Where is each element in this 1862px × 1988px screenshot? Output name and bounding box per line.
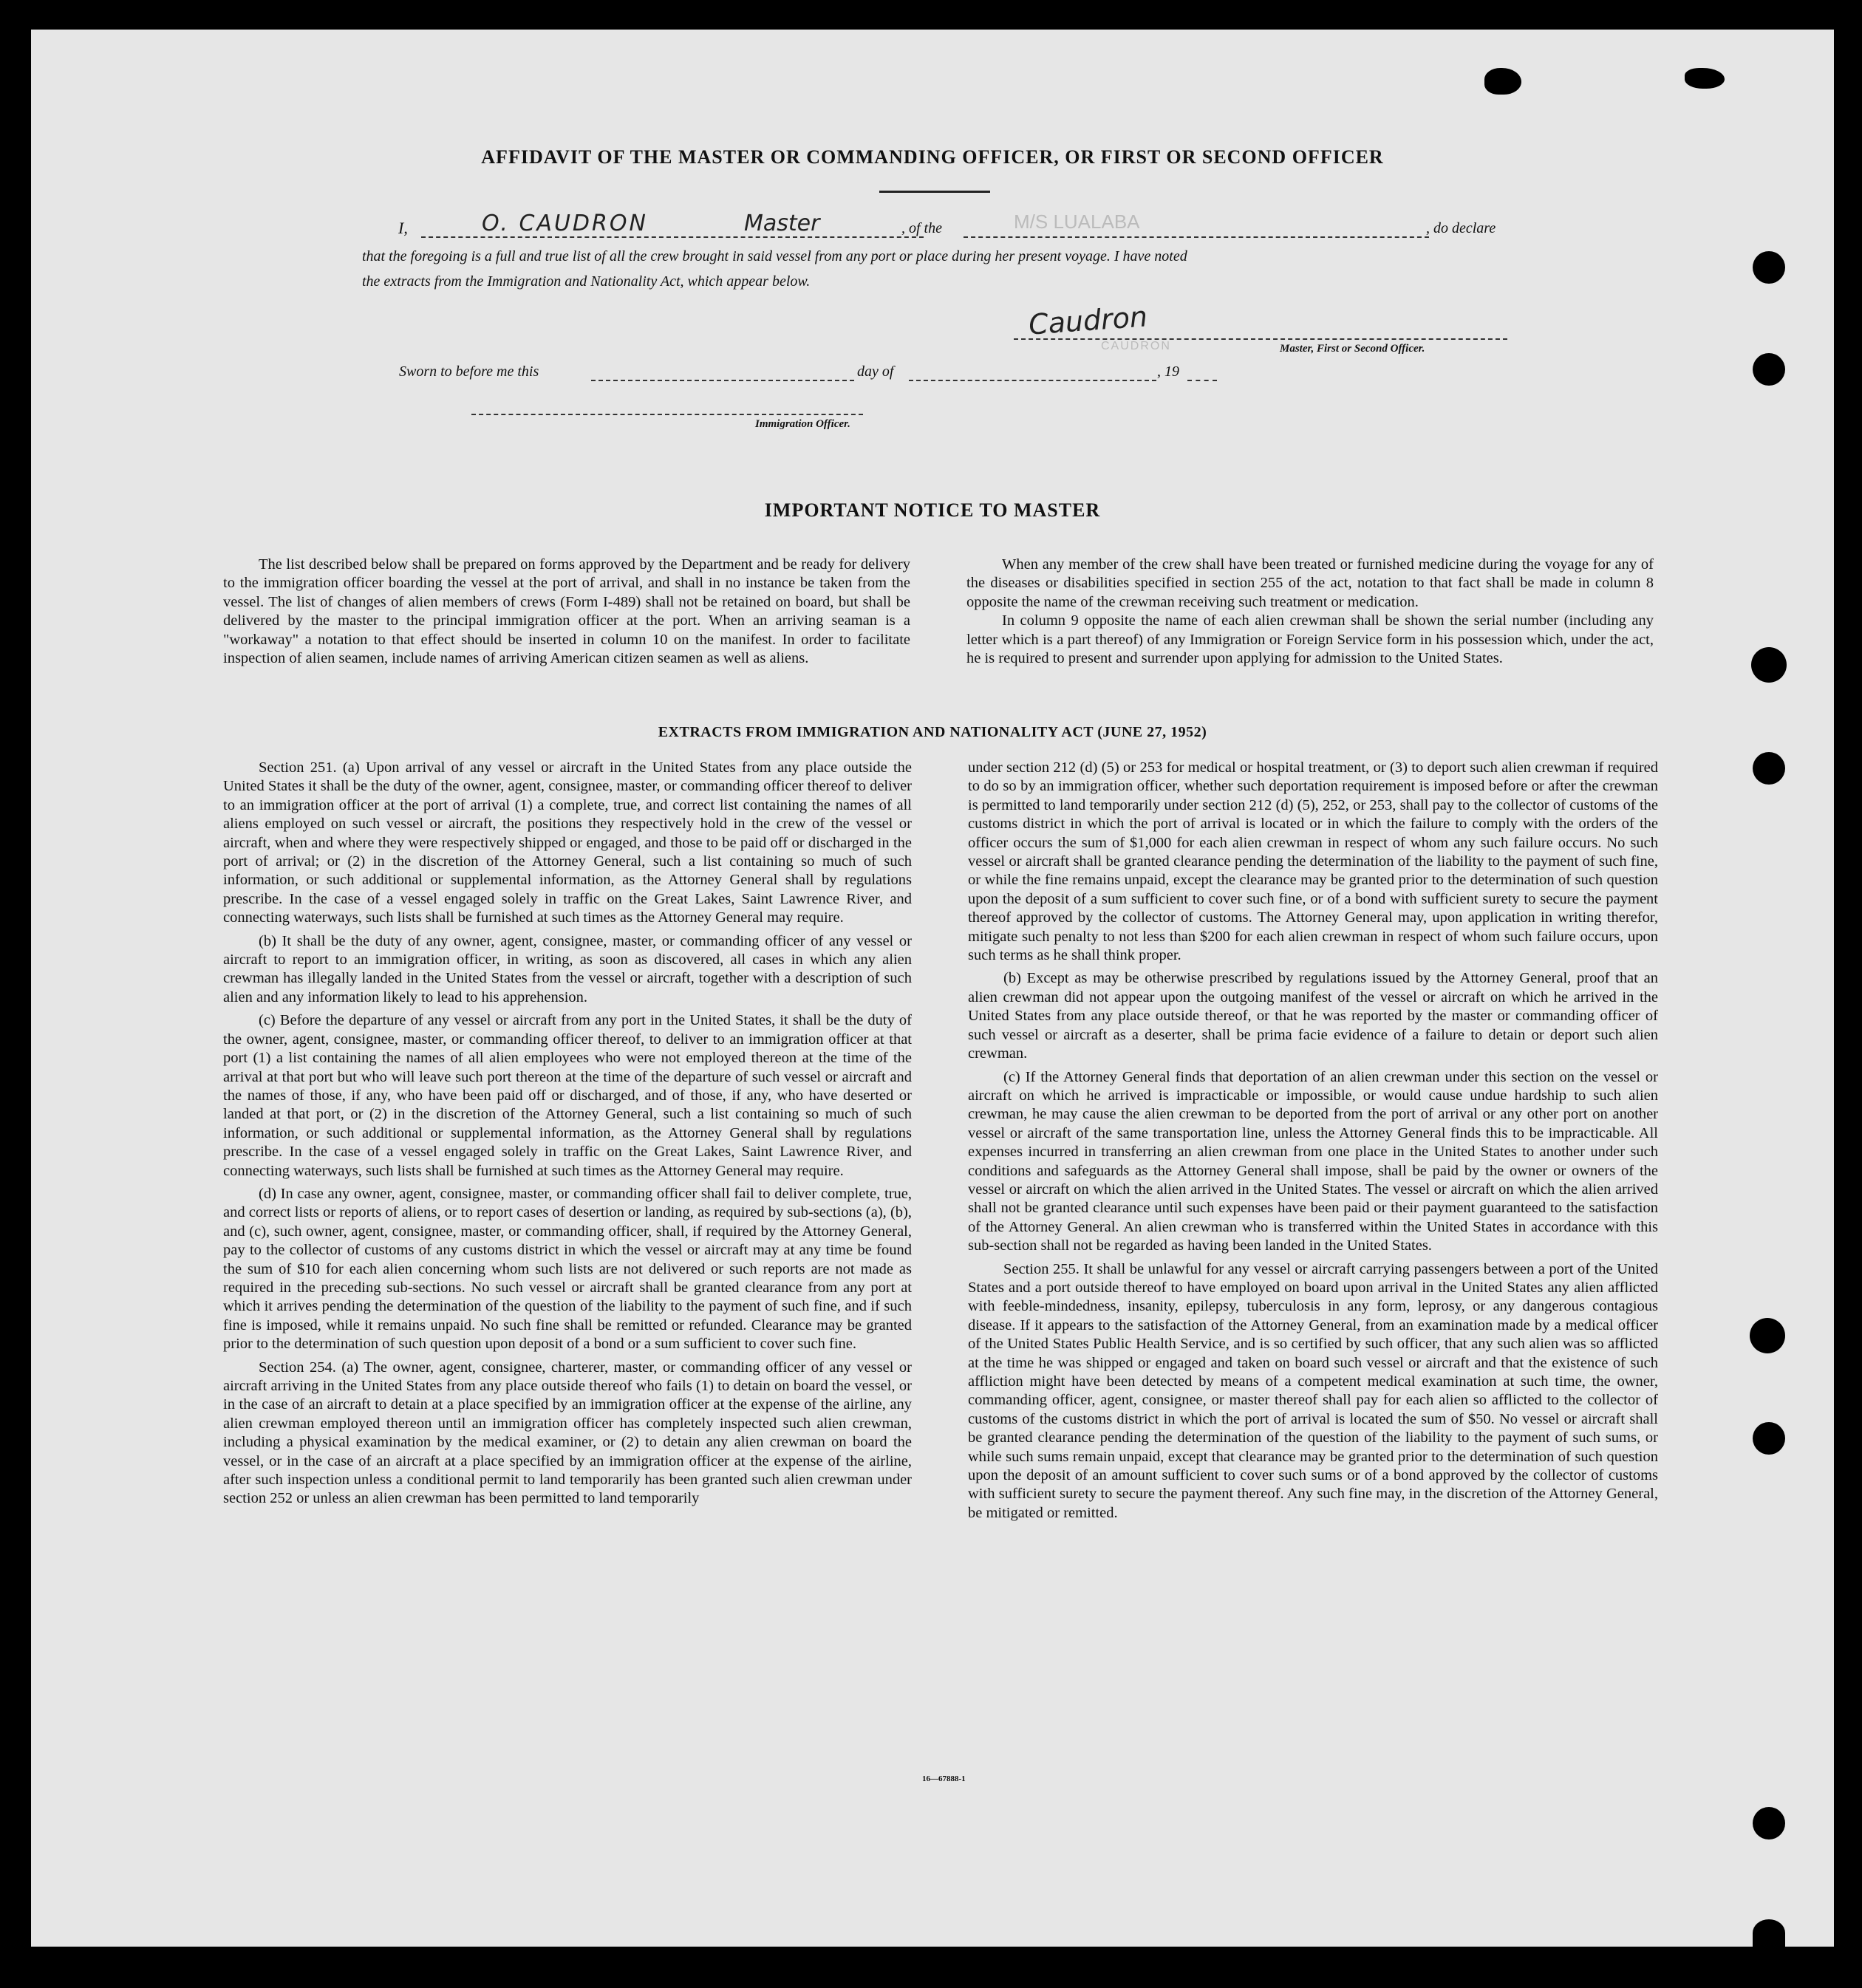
title-rule — [879, 191, 990, 193]
extracts-right-column — [968, 759, 1658, 1527]
notice-title: IMPORTANT NOTICE TO MASTER — [764, 499, 1101, 521]
rank-value: Master — [744, 211, 820, 236]
punch-hole — [1751, 647, 1787, 683]
notice-left-column — [223, 556, 910, 672]
notice-right-paragraph-2: In column 9 opposite the name of each alien crewman shall be shown the serial number (including any letter which is a part thereof) of any Immigration or Foreign Service form in his possession which, under the act, he is required to present and surrender upon applying for admission to the United States. — [966, 612, 1654, 667]
punch-hole — [1753, 1807, 1785, 1840]
form-code: 16—67888-1 — [922, 1774, 966, 1783]
punch-hole — [1753, 353, 1785, 386]
vessel-value: M/S LUALABA — [1014, 211, 1140, 233]
name-line — [421, 236, 924, 238]
notice-right-paragraph-1: When any member of the crew shall have been treated or furnished medicine during the voyage for any of the diseases or disabilities specified in section 255 of the act, notation to that fact shall be made in column 8 opposite the name of the crewman receiving such treatment or medication. — [966, 556, 1654, 610]
do-declare-label: , do declare — [1426, 220, 1496, 236]
declaration-line-1: that the foregoing is a full and true list of all the crew brought in said vessel from any port or place during her present voyage. I have noted — [362, 248, 1187, 264]
master-signature: Caudron — [1027, 300, 1149, 341]
section-254-b: (b) Except as may be otherwise prescribed by regulations issued by the Attorney General, proof that an alien crewman did not appear upon the outgoing manifest of the vessel or aircraft on which he arrived in the United States from any place outside thereof, or that he was reported by the master or commanding officer of such vessel or aircraft as a deserter, shall be prima facie evidence of a failure to detain or deport such alien crewman. — [968, 970, 1658, 1062]
officer-caption: Immigration Officer. — [755, 418, 850, 430]
i-label: I, — [398, 219, 408, 237]
section-251-b: (b) It shall be the duty of any owner, agent, consignee, master, or commanding officer of any vessel or aircraft to report to an immigration officer, in writing, as soon as discovered, all cases in which any alien crewman has illegally landed in the United States from the vessel or aircraft, together with a description of such alien and any information likely to lead to his apprehension. — [223, 932, 912, 1005]
section-251-c: (c) Before the departure of any vessel or aircraft from any port in the United States, it shall be the duty of the owner, agent, consignee, master, or commanding officer thereof, to deliver to an immigration officer at that port (1) a list containing the names of all alien employees who were not employed thereon at the time of the arrival at that port but who will leave such port thereon at the time of the departure of such vessel or aircraft and the names of those, if any, who have been paid off or discharged, and of those, if any, who have deserted or landed at that port, or (2) in the discretion of the Attorney General, such a list containing so much of such information, or such additional or supplemental information, as the Attorney General shall by regulations prescribe. In the case of a vessel engaged solely in traffic on the Great Lakes, Saint Lawrence River, and connecting waterways, such lists shall be furnished at such times as the Attorney General may require. — [223, 1012, 912, 1179]
form-page — [31, 30, 1834, 1947]
notice-right-column — [966, 556, 1654, 672]
sworn-label: Sworn to before me this — [399, 363, 539, 380]
signature-line — [1014, 338, 1507, 340]
punch-hole — [1753, 1919, 1785, 1947]
section-255: Section 255. It shall be unlawful for any vessel or aircraft carrying passengers between a port of the United States and a port outside thereof to have employed on board upon arrival in the United States any alien afflicted with feeble-mindedness, insanity, epilepsy, tuberculosis in any form, leprosy, or any dangerous contagious disease. If it appears to the satisfaction of the Attorney General, from an examination made by a medical officer of the United States Public Health Service, and is so certified by such officer, that any such alien was so afflicted at the time he was shipped or engaged and taken on board such vessel or aircraft and that the existence of such affliction might have been detected by means of a competent medical examination at such time, the owner, commanding officer, agent, consignee, or master thereof shall pay for each alien so afflicted to the collector of customs of the customs district in which the port of arrival is located the sum of $50. No vessel or aircraft shall be granted clearance pending the determination of the question of the liability to the payment of such sums, or while such sums remain unpaid, except that clearance may be granted prior to the determination of such question upon the deposit of an amount sufficient to cover such sums or of a bond approved by the collector of customs with sufficient surety to secure the payment thereof. Any such fine may, in the discretion of the Attorney General, be mitigated or remitted. — [968, 1260, 1658, 1521]
punch-hole — [1753, 1422, 1785, 1455]
section-251-a: Section 251. (a) Upon arrival of any vessel or aircraft in the United States from any place outside the United States it shall be the duty of the owner, agent, consignee, master, or commanding officer thereof to deliver to an immigration officer at the port of arrival (1) a complete, true, and correct list containing the names of all aliens employed on such vessel or aircraft, the positions they respectively hold in the crew of the vessel or aircraft, when and where they were respectively shipped or engaged, and those to be paid off or discharged in the port of arrival; or (2) in the discretion of the Attorney General, such a list containing so much of such information, or such additional or supplemental information, as the Attorney General shall by regulations prescribe. In the case of a vessel engaged solely in traffic on the Great Lakes, Saint Lawrence River, and connecting waterways, such lists shall be furnished at such times as the Attorney General may require. — [223, 759, 912, 926]
officer-signature-line — [471, 414, 863, 415]
affidavit-title: AFFIDAVIT OF THE MASTER OR COMMANDING OFFICER, OR FIRST OR SECOND OFFICER — [481, 146, 1384, 168]
section-254-a: Section 254. (a) The owner, agent, consignee, charterer, master, or commanding officer of any vessel or aircraft arriving in the United States from any place outside thereof who fails (1) to detain on board the vessel, or in the case of an aircraft to detain at a place specified by an immigration officer at the expense of the airline, any alien crewman employed thereon until an immigration officer has completely inspected such alien crewman, including a physical examination by the medical examiner, or (2) to detain any alien crewman on board the vessel, or in the case of an aircraft at a place specified by an immigration officer at the expense of the airline, after such inspection unless a conditional permit to land temporarily has been granted such alien crewman under section 252 or unless an alien crewman has been permitted to land temporarily — [223, 1359, 912, 1507]
extracts-title: EXTRACTS FROM IMMIGRATION AND NATIONALITY ACT (JUNE 27, 1952) — [658, 724, 1207, 740]
signature-caption: Master, First or Second Officer. — [1280, 343, 1425, 355]
sworn-date-line — [591, 380, 854, 381]
year-line — [1187, 380, 1217, 381]
year-label: , 19 — [1157, 363, 1179, 380]
section-254-a-continued: under section 212 (d) (5) or 253 for medical or hospital treatment, or (3) to deport such alien crewman if required to do so by an immigration officer, whether such deportation requirement is imposed before or after the crewman is permitted to land temporarily under section 212 (d) (5), 252, or 253, shall pay to the collector of customs of the customs district in which the port of arrival is located or in which the failure to comply with the orders of the officer occurs the sum of $1,000 for each alien crewman in respect of whom any such failure occurs. No such vessel or aircraft shall be granted clearance pending the determination of the liability to the payment of such fine, or while the fine remains unpaid, except the clearance may be granted prior to the determination of such question upon the deposit of a sum sufficient to cover such fine, or of a bond with sufficient surety to secure the payment thereof approved by the collector of customs. The Attorney General may, upon application in writing therefor, mitigate such penalty to not less than $200 for each alien crewman in respect of whom such failure occurs, upon such terms as he shall think proper. — [968, 759, 1658, 964]
section-254-c: (c) If the Attorney General finds that deportation of an alien crewman under this section on the vessel or aircraft on which he arrived is impracticable or impossible, or would cause undue hardship to such alien crewman, he may cause the alien crewman to be deported from the port of arrival or any other port on another vessel or aircraft of the same transportation line, unless the Attorney General finds this to be impracticable. All expenses incurred in transferring an alien crewman from one place in the United States to another under such conditions and safeguards as the Attorney General shall impose, shall be paid by the owner or owners of the vessel or aircraft on which the alien arrived in the United States. The vessel or aircraft on which the alien arrived shall not be granted clearance until such expenses have been paid or their payment guaranteed to the satisfaction of the Attorney General. An alien crewman who is transferred within the United States in accordance with this sub-section shall not be regarded as having been landed in the United States. — [968, 1068, 1658, 1254]
signature-stamp: CAUDRON — [1101, 340, 1171, 352]
punch-hole — [1750, 1318, 1785, 1353]
punch-hole — [1753, 752, 1785, 785]
day-of-label: day of — [857, 363, 894, 380]
extracts-left-column — [223, 759, 912, 1513]
declaration-line-2: the extracts from the Immigration and Nationality Act, which appear below. — [362, 273, 811, 290]
vessel-line — [964, 236, 1429, 238]
name-value: O. CAUDRON — [482, 211, 648, 236]
ink-blot-right — [1685, 68, 1725, 89]
of-the-label: , of the — [901, 220, 942, 236]
punch-hole — [1753, 251, 1785, 284]
sworn-month-line — [909, 380, 1156, 381]
notice-left-paragraph: The list described below shall be prepared on forms approved by the Department and be ready for delivery to the immigration officer boarding the vessel at the port of arrival, and shall in no instance be taken from the vessel. The list of changes of alien members of crews (Form I-489) shall not be retained on board, but shall be delivered by the master to the principal immigration officer at the port. When an arriving seaman is a "workaway" a notation to that effect should be inserted in column 10 on the manifest. In order to facilitate inspection of alien seamen, include names of arriving American citizen seamen as well as aliens. — [223, 556, 910, 667]
section-251-d: (d) In case any owner, agent, consignee, master, or commanding officer shall fail to deliver complete, true, and correct lists or reports of aliens, or to report cases of desertion or landing, as required by sub-sections (a), (b), and (c), such owner, agent, consignee, master, or commanding officer, shall, if required by the Attorney General, pay to the collector of customs of any customs district in which the vessel or aircraft may at any time be found the sum of $10 for each alien concerning whom such lists are not delivered or such reports are not made as required in the preceding sub-sections. No such vessel or aircraft shall be granted clearance from any port at which it arrives pending the determination of the question of the liability to the payment of such fine, and if such fine is imposed, while it remains unpaid. No such fine shall be remitted or refunded. Clearance may be granted prior to the determination of such question upon deposit of a bond or a sum sufficient to cover such fine. — [223, 1185, 912, 1353]
ink-blot-left — [1484, 68, 1521, 95]
